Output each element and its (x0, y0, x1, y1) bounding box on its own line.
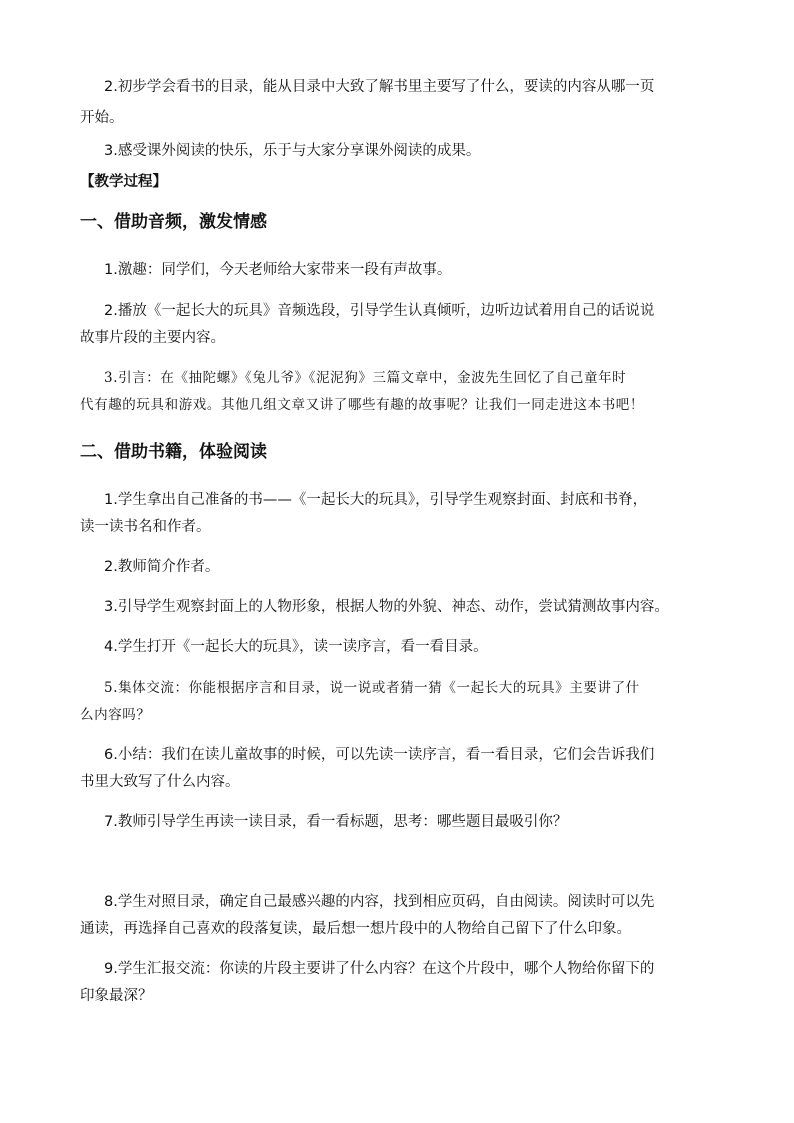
section-1-step-2-line-1: 2.播放《一起长大的玩具》音频选段，引导学生认真倾听，边听边试着用自己的话说说 (104, 303, 655, 319)
section-2-step-9-line-1: 9.学生汇报交流：你读的片段主要讲了什么内容？在这个片段中，哪个人物给你留下的 (104, 961, 655, 977)
section-1-step-3-line-2: 代有趣的玩具和游戏。其他几组文章又讲了哪些有趣的故事呢？让我们一同走进这本书吧！ (80, 397, 644, 413)
section-2-step-5-line-1: 5.集体交流：你能根据序言和目录，说一说或者猜一猜《一起长大的玩具》主要讲了什 (104, 680, 640, 696)
section-2-step-6-line-1: 6.小结：我们在读儿童故事的时候，可以先读一读序言，看一看目录，它们会告诉我们 (104, 747, 655, 763)
section-2-step-7: 7.教师引导学生再读一读目录，看一看标题，思考：哪些题目最吸引你？ (104, 814, 568, 830)
section-2-step-2: 2.教师简介作者。 (104, 559, 220, 575)
objective-2-line-2: 开始。 (80, 110, 124, 126)
section-1-step-3-line-1: 3.引言：在《抽陀螺》《兔儿爷》《泥泥狗》三篇文章中，金波先生回忆了自己童年时 (104, 370, 627, 386)
section-2-step-8-line-1: 8.学生对照目录，确定自己最感兴趣的内容，找到相应页码，自由阅读。阅读时可以先 (104, 894, 655, 910)
teaching-process-heading: 【教学过程】 (80, 174, 167, 190)
objective-3: 3.感受课外阅读的快乐，乐于与大家分享课外阅读的成果。 (104, 143, 481, 159)
section-2-step-8-line-2: 通读，再选择自己喜欢的段落复读，最后想一想片段中的人物给自己留下了什么印象。 (80, 921, 631, 937)
section-2-step-1-line-2: 读一读书名和作者。 (80, 519, 211, 535)
section-2-step-4: 4.学生打开《一起长大的玩具》，读一读序言，看一看目录。 (104, 639, 488, 655)
section-2-step-1-line-1: 1.学生拿出自己准备的书——《一起长大的玩具》，引导学生观察封面、封底和书脊， (104, 492, 648, 508)
section-1-title: 一、借助音频，激发情感 (80, 212, 267, 232)
section-2-step-9-line-2: 印象最深？ (80, 988, 153, 1004)
objective-2-line-1: 2.初步学会看书的目录，能从目录中大致了解书里主要写了什么，要读的内容从哪一页 (104, 79, 655, 95)
section-1-step-1: 1.激趣：同学们，今天老师给大家带来一段有声故事。 (104, 262, 452, 278)
section-2-step-3: 3.引导学生观察封面上的人物形象，根据人物的外貌、神态、动作，尝试猜测故事内容。 (104, 599, 669, 615)
section-2-step-5-line-2: 么内容吗？ (80, 707, 151, 723)
section-1-step-2-line-2: 故事片段的主要内容。 (80, 330, 225, 346)
section-2-title: 二、借助书籍，体验阅读 (80, 442, 267, 462)
section-2-step-6-line-2: 书里大致写了什么内容。 (80, 774, 240, 790)
